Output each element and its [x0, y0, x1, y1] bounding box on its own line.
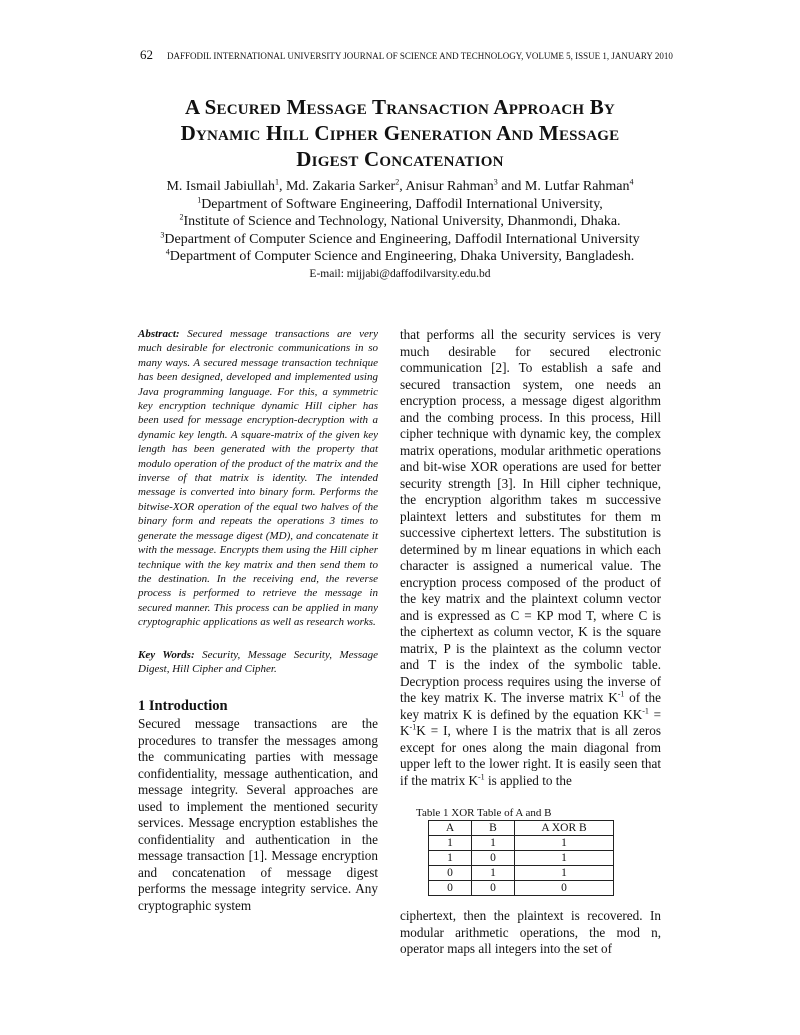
abstract-label: Abstract:	[138, 328, 180, 340]
affiliation-text: Department of Computer Science and Engineering, Daffodil International University	[164, 231, 640, 247]
author-name: M. Lutfar Rahman	[524, 179, 630, 194]
right-column	[400, 327, 661, 958]
table-cell: 1	[472, 866, 515, 881]
body-text-part: of the key matrix K is defined by the equation KK	[400, 690, 661, 722]
superscript: -1	[617, 689, 625, 699]
title-line: Dynamic Hill Cipher Generation And Message	[180, 121, 620, 145]
table-row	[429, 881, 614, 896]
journal-name: DAFFODIL INTERNATIONAL UNIVERSITY JOURNAL OF SCIENCE AND TECHNOLOGY, VOLUME 5, ISSUE 1, JANUARY 2010	[167, 51, 673, 61]
body-text-part: is applied to the	[484, 772, 572, 788]
table-cell: 1	[472, 836, 515, 851]
author-sup: 3	[493, 177, 498, 187]
author-email: E-mail: mijjabi@daffodilvarsity.edu.bd	[309, 267, 491, 280]
table-header-cell: A	[429, 821, 472, 836]
abstract-text: Secured message transactions are very much desirable for electronic communications in so many ways. A secured message transaction technique has been designed, developed and implemented using Java programming language. For this, a symmetric key encryption technique dynamic Hill cipher has been used for message encryption-decryption with a dynamic key length. A square-matrix of the given key length has been generated with the property that modulo operation of the product of the matrix and the inverse of that matrix is identity. The intended message is converted into binary form. Performs the bitwise-XOR operation of the equal two halves of the binary form and repeats the operations 3 times to generate the message digest (MD), and concatenate it with the message. Encrypts them using the Hill cipher technique with the key matrix and then send them to the destination. In the receiving end, the reverse process is performed to retrieve the message in secured manner. This process can be applied in many cryptographic applications as well as research works.	[138, 328, 378, 629]
table-cell: 0	[472, 851, 515, 866]
running-header	[140, 47, 680, 63]
author-name: Md. Zakaria Sarker	[285, 179, 396, 194]
paper-title	[80, 94, 720, 172]
author-sup: 4	[629, 177, 634, 187]
body-text-part: K = I, where I is the matrix that is all zeros except for ones along the main diagonal from upper left to the lower right. It is easily seen that if the matrix K	[400, 723, 661, 788]
table-row	[429, 836, 614, 851]
separator: and	[497, 179, 525, 194]
left-column	[138, 327, 378, 914]
keywords-label: Key Words:	[138, 648, 195, 661]
table-header-row	[429, 821, 614, 836]
table-cell: 0	[429, 881, 472, 896]
author-sup: 2	[395, 177, 400, 187]
affiliation-text: Department of Software Engineering, Daffodil International University,	[201, 196, 603, 212]
author-name: Anisur Rahman	[405, 179, 494, 194]
table-cell: 0	[429, 866, 472, 881]
affiliation-sup: 4	[165, 247, 170, 257]
table-cell: 1	[429, 836, 472, 851]
author-name: M. Ismail Jabiullah	[166, 179, 275, 194]
superscript: -1	[478, 772, 485, 782]
table-cell: 1	[515, 851, 614, 866]
table-row	[429, 851, 614, 866]
intro-paragraph: Secured message transactions are the procedures to transfer the messages among the communicating parties with message confidentiality, message authentication, and message integrity. Several approaches are used to implement the mentioned security services. Message encryption establishes the confidentiality and authentication in the message transaction [1]. Message encryption and concatenation of message digest performs the message integrity service. Any cryptographic system	[138, 716, 378, 913]
affiliation-sup: 3	[160, 229, 165, 239]
body-paragraph-continued: ciphertext, then the plaintext is recovered. In modular arithmetic operations, the mod n, operator maps all integers into the set of	[400, 908, 661, 956]
affiliation	[80, 248, 720, 266]
separator: ,	[399, 179, 406, 194]
table-caption: Table 1 XOR Table of A and B	[416, 807, 552, 819]
abstract	[138, 327, 378, 630]
body-paragraph	[400, 327, 661, 789]
author-block	[80, 178, 720, 283]
superscript: -1	[642, 706, 649, 716]
title-line: Digest Concatenation	[296, 147, 504, 171]
table-header-cell: B	[472, 821, 515, 836]
affiliation-sup: 2	[179, 212, 184, 222]
body-text-part: = K	[400, 706, 662, 738]
table-cell: 0	[515, 881, 614, 896]
affiliation-text: Institute of Science and Technology, National University, Dhanmondi, Dhaka.	[183, 214, 621, 229]
table-cell: 1	[515, 866, 614, 881]
table-cell: 1	[515, 836, 614, 851]
affiliation	[80, 213, 720, 231]
page-number: 62	[140, 47, 153, 62]
separator: ,	[278, 179, 286, 194]
table-cell: 0	[472, 881, 515, 896]
keywords	[138, 648, 378, 677]
title-line: A Secured Message Transaction Approach By	[185, 95, 615, 119]
body-text-part: that performs all the security services is very much desirable for secured electronic communication [2]. To establish a safe and secured transaction system, one needs an encryption process, a message digest algorithm and the combing process. In this process, Hill cipher technique with dynamic key, the complex matrix operations, modular arithmetic operations and bit-wise XOR operations are used for better security strength [3]. In Hill cipher technique, the encryption algorithm takes m successive plaintext letters and substitutes for them m successive ciphertext letters. The substitution is determined by m linear equations in which each character is assigned a numerical value. The encryption process composed of the product of the key matrix and the plaintext column vector and is expressed as C = KP mod T, where C is the ciphertext as column vector, K is the square matrix, P is the plaintext as the column vector and T is the index of the symbolic table. Decryption process requires using the inverse of the key matrix K. The inverse matrix K	[400, 327, 661, 705]
table-header-cell: A XOR B	[515, 821, 614, 836]
affiliation	[80, 231, 720, 249]
table-cell: 1	[429, 851, 472, 866]
author-names	[80, 178, 720, 196]
superscript: -1	[409, 722, 417, 732]
section-heading: 1 Introduction	[138, 698, 228, 715]
affiliation-sup: 1	[197, 194, 202, 204]
keywords-text: Security, Message Security, Message Digest, Hill Cipher and Cipher.	[138, 648, 378, 675]
table-row	[429, 866, 614, 881]
xor-table	[428, 820, 614, 896]
affiliation	[80, 196, 720, 214]
author-sup: 1	[274, 177, 279, 187]
affiliation-text: Department of Computer Science and Engineering, Dhaka University, Bangladesh.	[169, 249, 635, 264]
